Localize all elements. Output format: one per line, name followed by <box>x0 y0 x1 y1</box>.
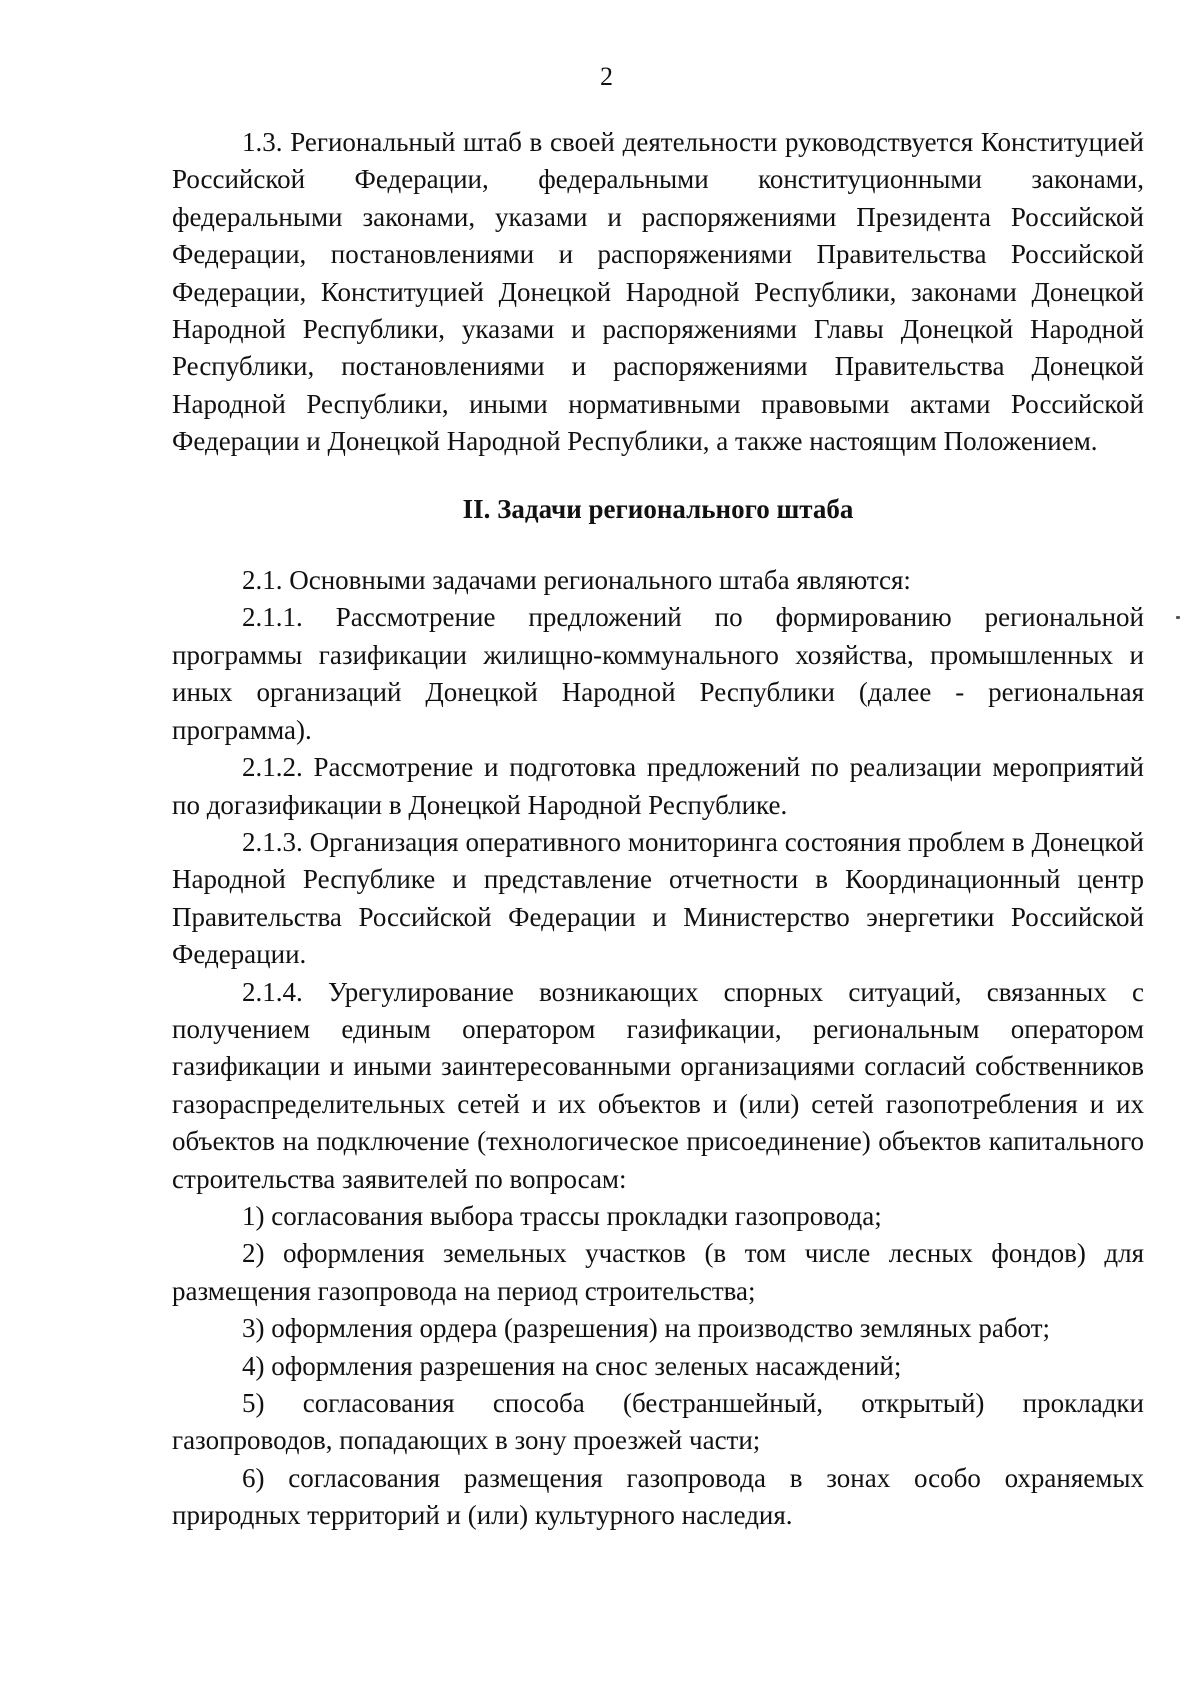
list-item: 6) согласования размещения газопровода в зонах особо охраняемых природных территорий и (или) культурного наследия. <box>172 1462 1144 1531</box>
scan-artifact-dot <box>1176 616 1180 619</box>
list-item: 4) оформления разрешения на снос зеленых насаждений; <box>242 1350 902 1381</box>
paragraph-2-1-3: 2.1.3. Организация оперативного мониторинга состояния проблем в Донецкой Народной Республике и представление отчетности в Координационный центр Правительства Российской Федерации и Министерство энергетики Российской Федерации. <box>172 826 1144 970</box>
list-item: 3) оформления ордера (разрешения) на производство земляных работ; <box>242 1313 1050 1344</box>
section-heading: II. Задачи регионального штаба <box>462 493 854 524</box>
list-item: 2) оформления земельных участков (в том числе лесных фондов) для размещения газопровода на период строительства; <box>172 1238 1144 1306</box>
paragraph-2-1-2: 2.1.2. Рассмотрение и подготовка предложений по реализации мероприятий по догазификации в Донецкой Народной Республике. <box>172 752 1144 820</box>
list-item: 1) согласования выбора трассы прокладки газопровода; <box>242 1200 882 1231</box>
page-number: 2 <box>600 62 613 91</box>
list-item: 5) согласования способа (бестраншейный, открытый) прокладки газопроводов, попадающих в зону проезжей части; <box>172 1388 1144 1456</box>
paragraph-2-1-4: 2.1.4. Урегулирование возникающих спорных ситуаций, связанных с получением единым оператором газификации, региональным оператором газификации и иными заинтересованными организациями согласий собственников газораспределительных сетей и их объектов и (или) сетей газопотребления и их объектов на подключение (технологическое присоединение) объектов капитального строительства заявителей по вопросам: <box>172 976 1144 1194</box>
paragraph-2-1: 2.1. Основными задачами регионального штаба являются: <box>242 565 911 596</box>
document-body <box>172 124 1144 1535</box>
paragraph-1-3: 1.3. Региональный штаб в своей деятельности руководствуется Конституцией Российской Федерации, федеральными конституционными законами, федеральными законами, указами и распоряжениями Президента Российской Федерации, постановлениями и распоряжениями Правительства Российской Федерации, Конституцией Донецкой Народной Республики, законами Донецкой Народной Республики, указами и распоряжениями Главы Донецкой Народной Республики, постановлениями и распоряжениями Правительства Донецкой Народной Республики, иными нормативными правовыми актами Российской Федерации и Донецкой Народной Республики, а также настоящим Положением. <box>172 127 1144 457</box>
paragraph-2-1-1: 2.1.1. Рассмотрение предложений по формированию региональной программы газификации жилищно-коммунального хозяйства, промышленных и иных организаций Донецкой Народной Республики (далее - региональная программа). <box>172 602 1144 745</box>
